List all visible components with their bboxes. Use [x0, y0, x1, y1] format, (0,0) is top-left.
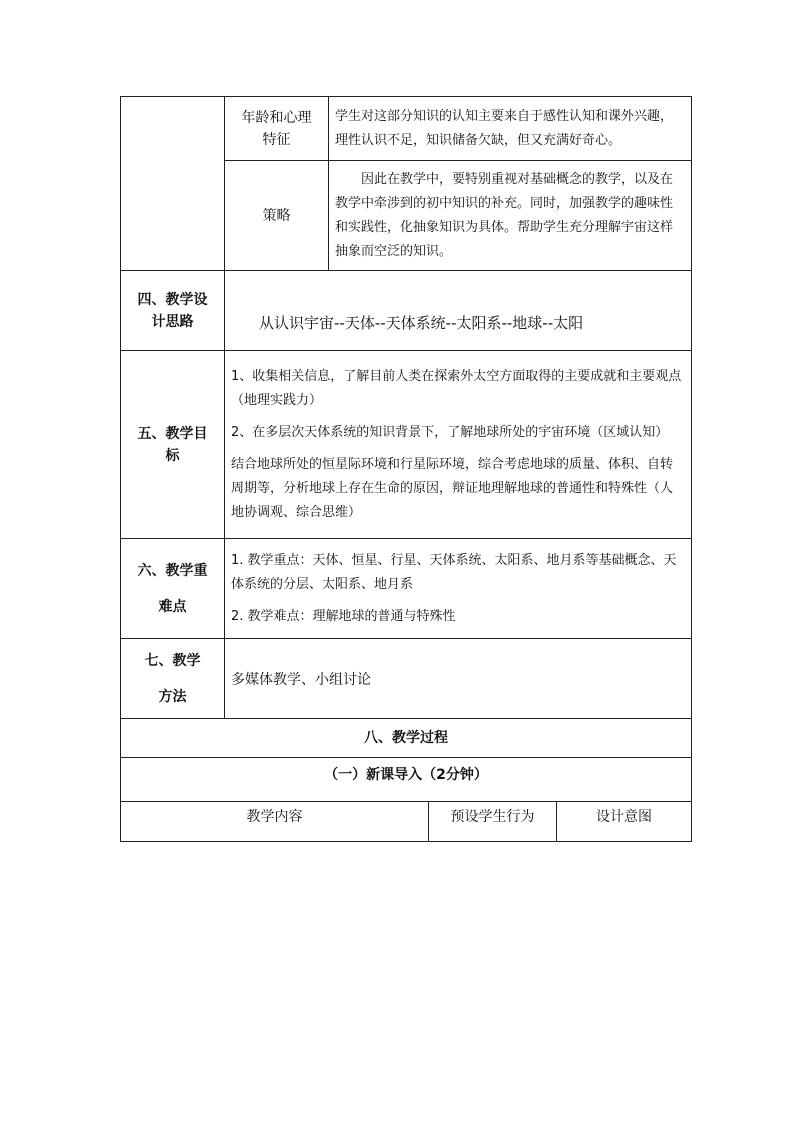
process-title: 八、教学过程 — [121, 719, 692, 758]
intro-header-row — [121, 758, 692, 802]
strategy-label: 策略 — [225, 161, 329, 271]
objective-item: 1、收集相关信息，了解目前人类在探索外太空方面取得的主要成就和主要观点（地理实践力） — [231, 368, 682, 408]
design-idea-text-cell — [225, 271, 692, 351]
methods-text-cell — [225, 639, 692, 719]
section3-merged-cell — [121, 97, 225, 271]
objectives-cell — [225, 351, 692, 539]
column-design-intent: 设计意图 — [557, 802, 692, 842]
design-idea-text: 从认识宇宙--天体--天体系统--太阳系--地球--太阳 — [259, 314, 584, 332]
column-student-behavior: 预设学生行为 — [429, 802, 557, 842]
key-points-cell — [225, 539, 692, 639]
strategy-text: 因此在教学中，要特别重视对基础概念的教学，以及在教学中牵涉到的初中知识的补充。同时，加强教学的趣味性和实践性，化抽象知识为具体。帮助学生充分理解宇宙这样抽象而空泛的知识。 — [329, 161, 692, 271]
methods-text: 多媒体教学、小组讨论 — [231, 671, 371, 688]
objectives-row — [121, 351, 692, 539]
key-points-label: 六、教学重难点 — [121, 539, 225, 639]
objective-item: 结合地球所处的恒星际环境和行星际环境，综合考虑地球的质量、体积、自转周期等，分析地球上存在生命的原因，辩证地理解地球的普通性和特殊性（人地协调观、综合思维） — [231, 456, 674, 520]
age-psychology-label: 年龄和心理特征 — [225, 97, 329, 161]
student-characteristics-row — [121, 97, 692, 161]
process-header-row — [121, 719, 692, 758]
age-psychology-text: 学生对这部分知识的认知主要来自于感性认知和课外兴趣，理性认识不足，知识储备欠缺，但又充满好奇心。 — [329, 97, 692, 161]
design-idea-row — [121, 271, 692, 351]
process-columns-row — [121, 802, 692, 842]
methods-label: 七、教学方法 — [121, 639, 225, 719]
column-content: 教学内容 — [121, 802, 429, 842]
objective-item: 2、在多层次天体系统的知识背景下，了解地球所处的宇宙环境（区域认知） — [231, 424, 669, 440]
design-idea-label: 四、教学设计思路 — [121, 271, 225, 351]
intro-subtitle: （一）新课导入（2分钟） — [121, 758, 692, 802]
lesson-plan-table — [120, 96, 692, 842]
key-point-text: 1. 教学重点：天体、恒星、行星、天体系统、太阳系、地月系等基础概念、天体系统的分层、太阳系、地月系 — [231, 552, 677, 592]
methods-row — [121, 639, 692, 719]
objectives-label: 五、教学目标 — [121, 351, 225, 539]
key-points-row — [121, 539, 692, 639]
difficult-point-text: 2. 教学难点：理解地球的普通与特殊性 — [231, 608, 456, 624]
